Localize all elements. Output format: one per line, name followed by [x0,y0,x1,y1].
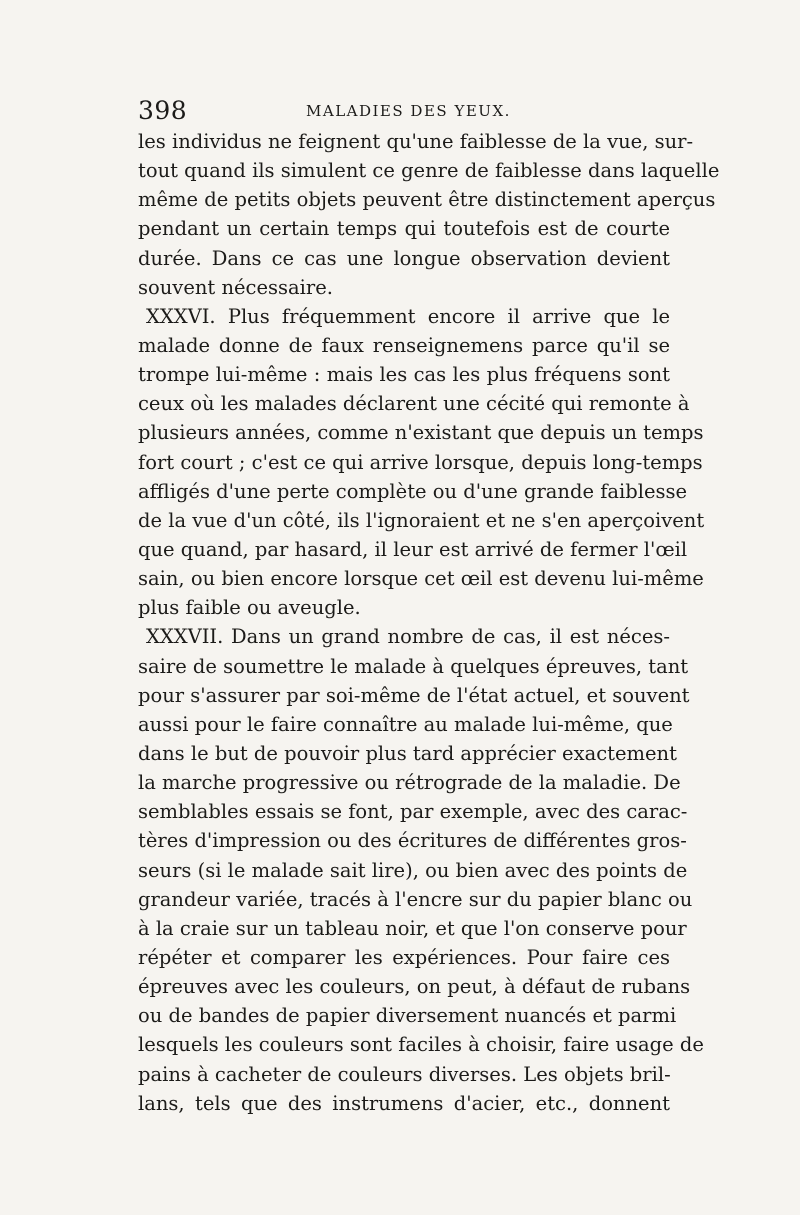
page-header [138,96,670,126]
text-line: tères d'impression ou des écritures de différentes gros- [138,829,687,853]
text-line: plus faible ou aveugle. [138,596,361,620]
text-line: semblables essais se font, par exemple, avec des carac- [138,800,688,824]
text-line: aussi pour le faire connaître au malade lui-même, que [138,712,673,736]
text-line: durée. Dans ce cas une longue observation devient [138,246,670,270]
text-line: plusieurs années, comme n'existant que depuis un temps [138,421,704,445]
text-line: souvent nécessaire. [138,275,333,299]
text-line: fort court ; c'est ce qui arrive lorsque, depuis long-temps [138,450,703,474]
page-number: 398 [138,96,188,125]
body-text [138,127,720,1118]
text-line: que quand, par hasard, il leur est arrivé de fermer l'œil [138,537,688,561]
text-line: trompe lui-même : mais les cas les plus fréquens sont [138,363,670,387]
text-line: tout quand ils simulent ce genre de faiblesse dans laquelle [138,159,720,183]
text-line: malade donne de faux renseignemens parce qu'il se [138,333,670,357]
text-line: lesquels les couleurs sont faciles à choisir, faire usage de [138,1033,704,1057]
text-line: à la craie sur un tableau noir, et que l'on conserve pour [138,916,687,940]
text-line: saire de soumettre le malade à quelques épreuves, tant [138,654,689,678]
text-line: la marche progressive ou rétrograde de la maladie. De [138,771,681,795]
text-line: seurs (si le malade sait lire), ou bien avec des points de [138,858,688,882]
text-line: ceux où les malades déclarent une cécité qui remonte à [138,392,690,416]
text-line: ou de bandes de papier diversement nuancés et parmi [138,1004,677,1028]
text-line: affligés d'une perte complète ou d'une grande faiblesse [138,479,688,503]
text-line: pour s'assurer par soi-même de l'état actuel, et souvent [138,683,690,707]
text-line: dans le but de pouvoir plus tard apprécier exactement [138,741,677,765]
section-start-line: XXXVI. Plus fréquemment encore il arrive que le [146,304,670,328]
running-head: MALADIES DES YEUX. [306,102,511,120]
text-line: les individus ne feignent qu'une faiblesse de la vue, sur- [138,130,694,153]
text-line: même de petits objets peuvent être distinctement aperçus [138,188,716,212]
text-line: sain, ou bien encore lorsque cet œil est devenu lui-même [138,567,704,591]
text-line: épreuves avec les couleurs, on peut, à défaut de rubans [138,975,691,999]
text-line: de la vue d'un côté, ils l'ignoraient et ne s'en aperçoivent [138,508,705,532]
text-line: pendant un certain temps qui toutefois est de courte [138,217,670,241]
text-line: lans, tels que des instrumens d'acier, etc., donnent [138,1091,670,1115]
text-line: répéter et comparer les expériences. Pour faire ces [138,945,670,969]
text-line: pains à cacheter de couleurs diverses. Les objets bril- [138,1062,671,1086]
section-start-line: XXXVII. Dans un grand nombre de cas, il est néces- [146,625,670,649]
text-line: grandeur variée, tracés à l'encre sur du papier blanc ou [138,887,693,911]
